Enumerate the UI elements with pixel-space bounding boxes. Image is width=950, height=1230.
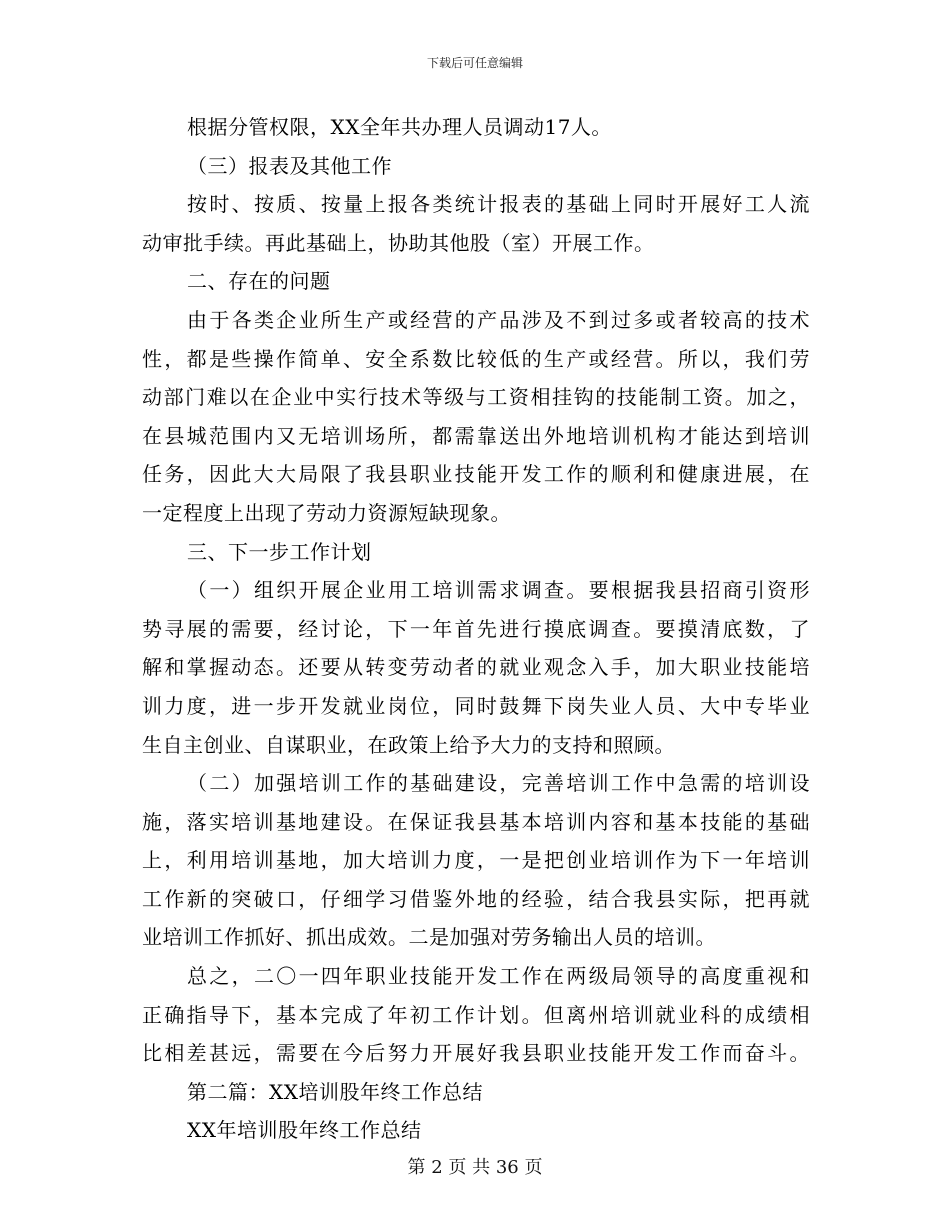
text-line: 第二篇：XX培训股年终工作总结: [187, 1079, 483, 1104]
text-line: 动部门难以在企业中实行技术等级与工资相挂钩的技能制工资。加之，: [142, 385, 810, 410]
text-line: 按时、按质、按量上报各类统计报表的基础上同时开展好工人流: [187, 192, 810, 217]
page-footer: 第 2 页 共 36 页: [407, 1157, 543, 1178]
text-line: 生自主创业、自谋职业，在政策上给予大力的支持和照顾。: [142, 732, 675, 757]
text-line: 比相差甚远，需要在今后努力开展好我县职业技能开发工作而奋斗。: [142, 1041, 810, 1066]
text-line: 根据分管权限，XX全年共办理人员调动17人。: [187, 115, 612, 139]
text-line: 性，都是些操作简单、安全系数比较低的生产或经营。所以，我们劳: [142, 346, 810, 371]
text-line: （三）报表及其他工作: [187, 153, 392, 178]
text-line: 一定程度上出现了劳动力资源短缺现象。: [142, 500, 511, 525]
text-line: 训力度，进一步开发就业岗位，同时鼓舞下岗失业人员、大中专毕业: [142, 693, 810, 718]
text-line: 由于各类企业所生产或经营的产品涉及不到过多或者较高的技术: [187, 307, 810, 332]
text-line: 业培训工作抓好、抓出成效。二是加强对劳务输出人员的培训。: [142, 925, 716, 950]
page-header: 下载后可任意编辑: [426, 56, 523, 70]
text-line: 二、存在的问题: [187, 269, 331, 294]
text-line: XX年培训股年终工作总结: [187, 1118, 422, 1143]
text-line: 三、下一步工作计划: [187, 539, 372, 564]
text-line: （一）组织开展企业用工培训需求调查。要根据我县招商引资形: [187, 578, 810, 603]
document-body: [142, 108, 810, 1150]
text-line: 在县城范围内又无培训场所，都需靠送出外地培训机构才能达到培训: [142, 423, 810, 448]
text-line: （二）加强培训工作的基础建设，完善培训工作中急需的培训设: [187, 771, 810, 796]
text-line: 上，利用培训基地，加大培训力度，一是把创业培训作为下一年培训: [142, 848, 810, 873]
text-line: 施，落实培训基地建设。在保证我县基本培训内容和基本技能的基础: [142, 809, 810, 834]
text-line: 工作新的突破口，仔细学习借鉴外地的经验，结合我县实际，把再就: [142, 886, 810, 911]
text-line: 正确指导下，基本完成了年初工作计划。但离州培训就业科的成绩相: [142, 1002, 810, 1027]
text-line: 任务，因此大大局限了我县职业技能开发工作的顺利和健康进展，在: [142, 462, 810, 487]
text-line: 解和掌握动态。还要从转变劳动者的就业观念入手，加大职业技能培: [142, 655, 810, 680]
text-line: 势寻展的需要，经讨论，下一年首先进行摸底调查。要摸清底数，了: [142, 616, 810, 641]
text-line: 动审批手续。再此基础上，协助其他股（室）开展工作。: [142, 230, 655, 255]
text-line: 总之，二〇一四年职业技能开发工作在两级局领导的高度重视和: [187, 964, 810, 989]
